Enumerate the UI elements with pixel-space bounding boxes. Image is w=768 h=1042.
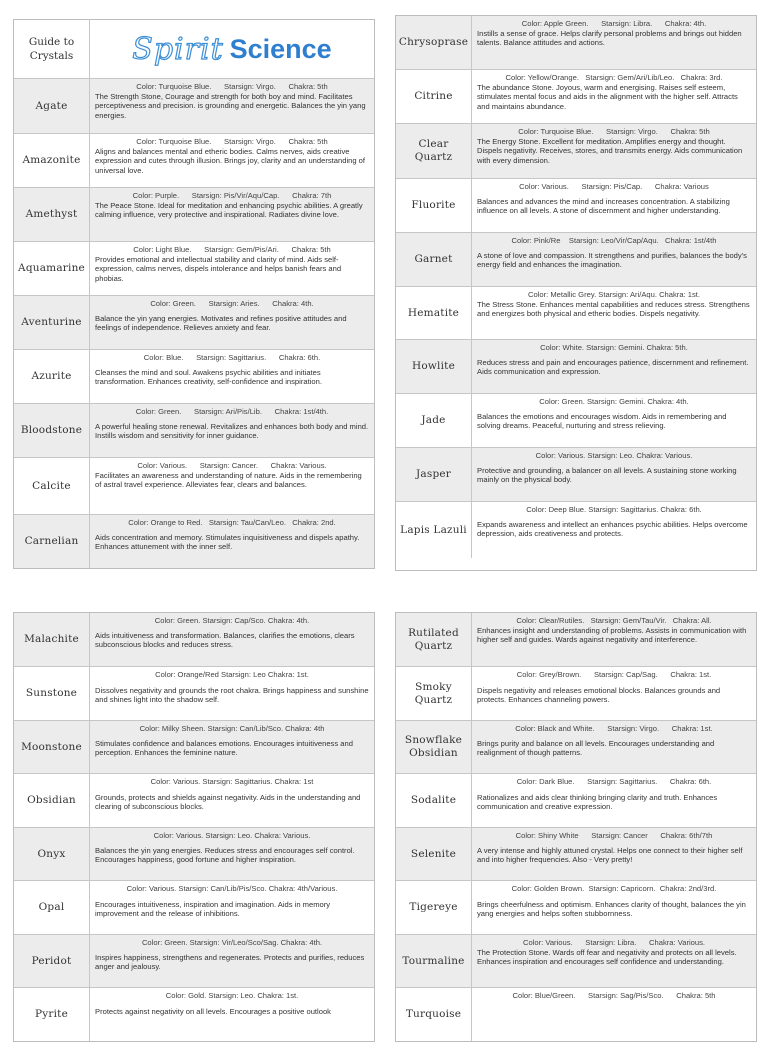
crystal-properties: Color: Green. Starsign: Ari/Pis/Lib. Chakra: 1st/4th. — [135, 407, 329, 416]
logo-spirit-text: Spirit — [132, 31, 224, 67]
crystal-properties: Color: Milky Sheen. Starsign: Can/Lib/Sco. Chakra: 4th — [139, 723, 325, 733]
crystal-description — [90, 134, 374, 187]
crystal-row-amazonite — [14, 133, 374, 187]
crystal-properties: Color: Various. Starsign: Leo. Chakra: Various. — [535, 451, 693, 460]
crystal-properties: Color: Clear/Rutiles. Starsign: Gem/Tau/Vir. Chakra: All. — [516, 616, 712, 625]
crystal-properties: Color: White. Starsign: Gemini. Chakra: 5th. — [540, 343, 688, 352]
crystal-name: Rutilated Quartz — [396, 613, 472, 666]
crystal-row-hematite — [396, 286, 756, 339]
crystal-description — [472, 935, 756, 988]
crystal-row-tourmaline — [396, 934, 756, 988]
crystal-effects: A powerful healing stone renewal. Revitalizes and enhances both body and mind. Instills wisdom and sensitivity for inner guidance. — [95, 422, 369, 441]
crystal-effects: Brings purity and balance on all levels. Encourages understanding and realignment of though patterns. — [477, 739, 715, 758]
crystal-effects: Enhances insight and understanding of problems. Assists in communication with higher self and guides. Wards against negativity and interference. — [477, 626, 747, 645]
crystal-row-pyrite — [14, 987, 374, 1041]
crystal-description — [90, 515, 374, 568]
crystal-name: Peridot — [14, 935, 90, 988]
crystal-properties: Color: Shiny White Starsign: Cancer Chakra: 6th/7th — [515, 830, 713, 840]
crystal-name: Aventurine — [14, 296, 90, 349]
crystal-description — [472, 721, 756, 774]
crystal-description — [472, 613, 756, 666]
crystal-effects: Protective and grounding, a balancer on all levels. A sustaining stone working mainly on the physical body. — [477, 466, 737, 485]
crystal-properties: Color: Green. Starsign: Gemini. Chakra: 4th. — [539, 397, 689, 406]
crystal-row-clear-quartz — [396, 123, 756, 178]
crystal-effects: Cleanses the mind and soul. Awakens psychic abilities and initiates transformation. Enhances creativity, self-confidence and inspiration. — [95, 368, 322, 387]
crystal-properties: Color: Blue/Green. Starsign: Sag/Pis/Sco. Chakra: 5th — [512, 991, 716, 1001]
crystal-properties: Color: Various. Starsign: Can/Lib/Pis/Sco. Chakra: 4th/Various. — [126, 884, 338, 894]
crystal-description — [90, 774, 374, 827]
crystal-description — [472, 16, 756, 69]
crystal-description — [472, 502, 756, 558]
crystal-row-amethyst — [14, 187, 374, 241]
crystal-properties: Color: Pink/Re Starsign: Leo/Vir/Cap/Aqu. Chakra: 1st/4th — [511, 236, 717, 245]
crystal-row-sodalite — [396, 773, 756, 827]
crystal-properties: Color: Green. Starsign: Vir/Leo/Sco/Sag. Chakra: 4th. — [141, 937, 323, 947]
crystal-properties: Color: Dark Blue. Starsign: Sagittarius. Chakra: 6th. — [516, 777, 712, 787]
crystal-effects: The Strength Stone, Courage and strength for both boy and mind. Facilitates perceptiveness and precision. is grounding and energetic. Balances the yin yang energies. — [95, 92, 366, 120]
crystal-name: Smoky Quartz — [396, 667, 472, 720]
crystal-effects: Stimulates confidence and balances emotions. Encourages intuitiveness and perception. Enhances the feminine nature. — [95, 739, 353, 758]
crystal-description — [472, 287, 756, 339]
crystal-row-agate — [14, 78, 374, 133]
crystal-description — [472, 448, 756, 501]
crystal-description — [90, 350, 374, 403]
crystal-effects: The Protection Stone. Wards off fear and negativity and protects on all levels. Enhances inspiration and encourages self confidence and understanding. — [477, 948, 737, 967]
crystal-row-moonstone — [14, 720, 374, 774]
crystal-row-peridot — [14, 934, 374, 988]
crystal-properties: Color: Various. Starsign: Leo. Chakra: Various. — [153, 830, 311, 840]
crystal-description — [90, 242, 374, 295]
crystal-name: Jasper — [396, 448, 472, 501]
crystal-row-azurite — [14, 349, 374, 403]
crystal-effects: Balances the yin yang energies. Reduces stress and encourages self control. Encourages happiness, good fortune and higher inspiration. — [95, 846, 355, 865]
crystal-effects: Aids intuitiveness and transformation. Balances, clarifies the emotions, clears subconscious blocks and reduces stress. — [95, 631, 355, 650]
crystal-effects: Dissolves negativity and grounds the root chakra. Brings happiness and sunshine and shines light into the shadow self. — [95, 685, 369, 704]
crystal-properties: Color: Blue. Starsign: Sagittarius. Chakra: 6th. — [143, 353, 321, 362]
crystal-name: Bloodstone — [14, 404, 90, 457]
crystal-description — [472, 124, 756, 178]
crystal-description — [90, 988, 374, 1041]
crystal-name: Snowflake Obsidian — [396, 721, 472, 774]
crystal-table-top-right — [395, 15, 757, 571]
crystal-row-tigereye — [396, 880, 756, 934]
crystal-effects: Inspires happiness, strengthens and regenerates. Protects and purifies, reduces anger and jealousy. — [95, 953, 365, 972]
crystal-row-citrine — [396, 69, 756, 123]
crystal-name: Pyrite — [14, 988, 90, 1041]
crystal-description — [472, 340, 756, 393]
crystal-name: Azurite — [14, 350, 90, 403]
crystal-name: Malachite — [14, 613, 90, 666]
crystal-description — [472, 828, 756, 881]
crystal-name: Sunstone — [14, 667, 90, 720]
crystal-properties: Color: Various. Starsign: Cancer. Chakra: Various. — [137, 461, 327, 470]
crystal-effects: The Energy Stone. Excellent for meditation. Amplifies energy and thought. Dispels negativity. Receives, stores, and transmits energy. Aids communication with every dimension. — [477, 137, 743, 165]
crystal-properties: Color: Metallic Grey. Starsign: Ari/Aqu. Chakra: 1st. — [527, 290, 701, 299]
crystal-description — [472, 70, 756, 123]
crystal-name: Lapis Lazuli — [396, 502, 472, 558]
crystal-row-smoky-quartz — [396, 666, 756, 720]
crystal-description — [472, 667, 756, 720]
crystal-row-snowflake-obsidian — [396, 720, 756, 774]
crystal-row-turquoise — [396, 987, 756, 1041]
logo-science-text: Science — [229, 33, 332, 64]
crystal-effects: Balance the yin yang energies. Motivates and refines positive attitudes and feelings of independence. Relieves anxiety and fear. — [95, 314, 347, 333]
crystal-description — [90, 79, 374, 133]
crystal-row-rutilated-quartz — [396, 613, 756, 666]
crystal-properties: Color: Turquoise Blue. Starsign: Virgo. Chakra: 5th — [136, 137, 328, 146]
crystal-properties: Color: Yellow/Orange. Starsign: Gem/Ari/Lib/Leo. Chakra: 3rd. — [505, 73, 723, 82]
crystal-properties: Color: Various. Starsign: Pis/Cap. Chakra: Various — [519, 182, 709, 191]
crystal-table-top-left — [13, 19, 375, 569]
crystal-effects: A stone of love and compassion. It strengthens and purifies, balances the body's energy field and enhances the imagination. — [477, 251, 747, 270]
crystal-effects: Expands awareness and intellect an enhances psychic abilities. Helps overcome depression, aids creativeness and protects. — [477, 520, 748, 539]
crystal-description — [90, 667, 374, 720]
crystal-description — [472, 881, 756, 934]
crystal-properties: Color: Grey/Brown. Starsign: Cap/Sag. Chakra: 1st. — [516, 670, 712, 680]
crystal-description — [90, 935, 374, 988]
crystal-properties: Color: Black and White. Starsign: Virgo. Chakra: 1st. — [515, 723, 713, 733]
crystal-properties: Color: Golden Brown. Starsign: Capricorn. Chakra: 2nd/3rd. — [511, 884, 717, 894]
guide-title: Guide to Crystals — [14, 20, 90, 78]
crystal-row-sunstone — [14, 666, 374, 720]
crystal-effects: The Peace Stone. Ideal for meditation and enhancing psychic abilities. A greatly calming influence, very protective and inspirational. Radiates divine love. — [95, 201, 363, 220]
crystal-effects: Dispels negativity and releases emotional blocks. Balances grounds and protects. Enhances channeling powers. — [477, 685, 721, 704]
crystal-name: Citrine — [396, 70, 472, 123]
crystal-description — [90, 404, 374, 457]
crystal-effects: Reduces stress and pain and encourages patience, discernment and refinement. Aids communication and expression. — [477, 358, 749, 377]
crystal-effects: Balances and advances the mind and increases concentration. A stabilizing influence on all levels. A stone of discernment and higher understanding. — [477, 197, 730, 216]
crystal-name: Sodalite — [396, 774, 472, 827]
crystal-name: Jade — [396, 394, 472, 447]
crystal-properties: Color: Orange to Red. Starsign: Tau/Can/Leo. Chakra: 2nd. — [128, 518, 336, 527]
crystal-name: Aquamarine — [14, 242, 90, 295]
crystal-description — [472, 394, 756, 447]
crystal-effects: Aids concentration and memory. Stimulates inquisitiveness and dispels apathy. Enhances attunement with the inner self. — [95, 533, 360, 552]
crystal-name: Fluorite — [396, 179, 472, 232]
crystal-properties: Color: Various. Starsign: Libra. Chakra: Various. — [522, 937, 706, 947]
crystal-table-bottom-left — [13, 612, 375, 1042]
crystal-name: Garnet — [396, 233, 472, 286]
crystal-name: Amazonite — [14, 134, 90, 187]
crystal-description — [472, 179, 756, 232]
crystal-description — [90, 458, 374, 514]
crystal-row-bloodstone — [14, 403, 374, 457]
crystal-description — [472, 774, 756, 827]
crystal-name: Howlite — [396, 340, 472, 393]
crystal-name: Moonstone — [14, 721, 90, 774]
crystal-properties: Color: Deep Blue. Starsign: Sagittarius. Chakra: 6th. — [526, 505, 702, 514]
crystal-description — [90, 296, 374, 349]
crystal-name: Calcite — [14, 458, 90, 514]
crystal-description — [90, 188, 374, 241]
crystal-properties: Color: Light Blue. Starsign: Gem/Pis/Ari. Chakra: 5th — [133, 245, 331, 254]
crystal-name: Opal — [14, 881, 90, 934]
crystal-name: Tourmaline — [396, 935, 472, 988]
crystal-name: Amethyst — [14, 188, 90, 241]
crystal-row-jasper — [396, 447, 756, 501]
crystal-description — [90, 828, 374, 881]
crystal-effects: Instills a sense of grace. Helps clarify personal problems and brings out hidden talents. Balance attitudes and actions. — [477, 29, 742, 48]
crystal-properties: Color: Green. Starsign: Aries. Chakra: 4th. — [150, 299, 314, 308]
crystal-row-aventurine — [14, 295, 374, 349]
crystal-description — [472, 233, 756, 286]
crystal-description — [90, 721, 374, 774]
crystal-row-jade — [396, 393, 756, 447]
crystal-name: Hematite — [396, 287, 472, 339]
crystal-description — [472, 988, 756, 1041]
crystal-row-aquamarine — [14, 241, 374, 295]
crystal-properties: Color: Purple. Starsign: Pis/Vir/Aqu/Cap. Chakra: 7th — [132, 191, 332, 200]
crystal-row-chrysoprase — [396, 16, 756, 69]
crystal-properties: Color: Orange/Red Starsign: Leo Chakra: 1st. — [155, 670, 309, 680]
crystal-row-garnet — [396, 232, 756, 286]
crystal-row-lapis-lazuli — [396, 501, 756, 558]
crystal-description — [90, 613, 374, 666]
crystal-effects: Provides emotional and intellectual stability and clarity of mind. Aids self-expression, calms nerves, dispels intolerance and helps banish fears and phobias. — [95, 255, 342, 283]
crystal-name: Selenite — [396, 828, 472, 881]
crystal-effects: Aligns and balances mental and etheric bodies. Calms nerves, aids creative expression and cutes through illusion. Brings joy, clarity and an understanding of universal love. — [95, 147, 366, 175]
crystal-row-calcite — [14, 457, 374, 514]
crystal-name: Obsidian — [14, 774, 90, 827]
crystal-properties: Color: Apple Green. Starsign: Libra. Chakra: 4th. — [521, 19, 707, 28]
header-row — [14, 20, 374, 78]
crystal-effects: Encourages intuitiveness, inspiration and imagination. Aids in memory improvement and the release of inhibitions. — [95, 899, 331, 918]
crystal-effects: A very intense and highly attuned crystal. Helps one connect to their higher self and into higher frequencies. Also - Very pretty! — [477, 846, 743, 865]
crystal-effects: Brings cheerfulness and optimism. Enhances clarity of thought, balances the yin yang energies and helps soften stubbornness. — [477, 899, 746, 918]
crystal-effects: Balances the emotions and encourages wisdom. Aids in remembering and solving dreams. Peaceful, nurturing and stress relieving. — [477, 412, 727, 431]
crystal-effects: Grounds, protects and shields against negativity. Aids in the understanding and clearing of subconscious blocks. — [95, 792, 361, 811]
crystal-name: Agate — [14, 79, 90, 133]
crystal-properties: Color: Turquoise Blue. Starsign: Virgo. Chakra: 5th — [518, 127, 710, 136]
crystal-name: Chrysoprase — [396, 16, 472, 69]
crystal-effects: Facilitates an awareness and understanding of nature. Aids in the remembering of astral travel experience. Alleviates fear, clears and balances. — [95, 471, 362, 490]
crystal-row-malachite — [14, 613, 374, 666]
crystal-properties: Color: Green. Starsign: Cap/Sco. Chakra: 4th. — [154, 616, 310, 625]
crystal-name: Clear Quartz — [396, 124, 472, 178]
crystal-row-carnelian — [14, 514, 374, 568]
crystal-name: Carnelian — [14, 515, 90, 568]
crystal-row-howlite — [396, 339, 756, 393]
spirit-science-logo — [90, 20, 374, 78]
crystal-description — [90, 881, 374, 934]
crystal-row-opal — [14, 880, 374, 934]
crystal-effects: Protects against negativity on all levels. Encourages a positive outlook — [95, 1006, 331, 1016]
crystal-properties: Color: Gold. Starsign: Leo. Chakra: 1st. — [165, 991, 299, 1001]
crystal-effects: The Stress Stone. Enhances mental capabilities and reduces stress. Strengthens and energizes both physical and etheric bodies. Dispels negativity. — [477, 300, 750, 319]
crystal-row-selenite — [396, 827, 756, 881]
crystal-properties: Color: Turquoise Blue. Starsign: Virgo. Chakra: 5th — [136, 82, 328, 91]
crystal-row-fluorite — [396, 178, 756, 232]
crystal-effects: Rationalizes and aids clear thinking bringing clarity and truth. Enhances communication and creative expression. — [477, 792, 718, 811]
crystal-name: Turquoise — [396, 988, 472, 1041]
crystal-effects: The abundance Stone. Joyous, warm and energising. Raises self esteem, stimulates mental focus and aids in the alignment with the higher self. Attracts and maintains abundance. — [477, 83, 738, 111]
crystal-row-obsidian — [14, 773, 374, 827]
crystal-name: Tigereye — [396, 881, 472, 934]
crystal-table-bottom-right — [395, 612, 757, 1042]
crystal-name: Onyx — [14, 828, 90, 881]
crystal-properties: Color: Various. Starsign: Sagittarius. Chakra: 1st — [150, 777, 314, 787]
crystal-row-onyx — [14, 827, 374, 881]
